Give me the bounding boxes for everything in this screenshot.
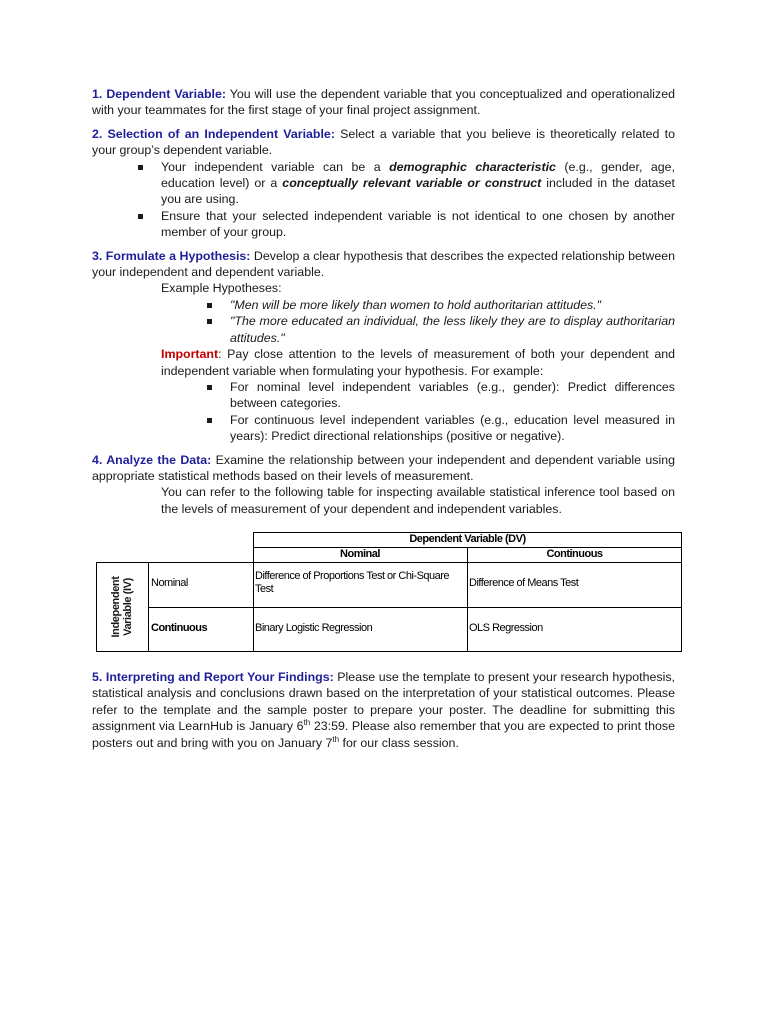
section-heading: 3. Formulate a Hypothesis: [92, 248, 251, 263]
table-border [148, 607, 682, 608]
dv-nominal-header: Nominal [340, 548, 380, 560]
table-border [148, 562, 149, 652]
iv-header-line: Independent [110, 576, 122, 638]
text-run: (e.g., gender, age, education level) or a [161, 159, 675, 191]
level-list [92, 379, 675, 445]
section-heading: 1. Dependent Variable: [92, 87, 226, 101]
dv-continuous-header: Continuous [546, 548, 603, 560]
table-reference-note: You can refer to the following table for inspecting available statistical inference tool based on the levels of measurement of your dependent and independent variables. [161, 485, 675, 516]
example-text: "Men will be more likely than women to hold authoritarian attitudes." [230, 297, 602, 312]
cell-continuous-nominal: Binary Logistic Regression [255, 622, 373, 634]
important-note [161, 346, 675, 379]
list-item [230, 297, 675, 313]
section-heading: 2. Selection of an Independent Variable: [92, 126, 335, 141]
text-run: Your independent variable can be a [161, 159, 390, 174]
superscript: th [332, 734, 340, 744]
section-text: Develop a clear hypothesis that describes the expected relationship between your independent and dependent variable. [92, 248, 676, 280]
table-border [467, 547, 468, 652]
iv-continuous-label: Continuous [151, 622, 208, 634]
text-run: included in the dataset you are using. [161, 176, 675, 207]
cell-nominal-continuous: Difference of Means Test [469, 577, 579, 589]
section-hypothesis [92, 248, 675, 281]
examples-label: Example Hypotheses: [161, 281, 282, 296]
section-analyze [92, 452, 675, 485]
example-text: "The more educated an individual, the less likely they are to display authoritarian attitudes." [230, 314, 675, 345]
section-heading: 4. Analyze the Data: [92, 452, 212, 467]
list-item: For continuous level independent variables (e.g., education level measured in years): Predict directional relationships (positive or negative). [230, 412, 675, 444]
section-independent-variable [92, 126, 675, 159]
section-text: You will use the dependent variable that you conceptualized and operationalized with your teammates for the first stage of your final project assignment. [92, 87, 675, 118]
bullet-list [92, 159, 675, 241]
cell-continuous-continuous: OLS Regression [469, 622, 543, 634]
table-border [96, 562, 97, 652]
list-item [161, 159, 675, 208]
document-body-lower [92, 669, 675, 751]
cell-nominal-nominal: Difference of Proportions Test or Chi-Square Test [255, 570, 450, 595]
dv-header: Dependent Variable (DV) [409, 533, 526, 545]
section-text: Select a variable that you believe is theoretically related to your group’s dependent variable. [92, 126, 675, 158]
iv-header-line: Variable (IV) [122, 578, 134, 636]
section-report-findings [92, 669, 675, 751]
iv-header [110, 562, 134, 652]
example-list [92, 297, 675, 346]
section-text: Please use the template to present your research hypothesis, statistical analysis and conclusions drawn based on the interpretation of your statistical outcomes. Please refer to the template and the sample poster to prepare your poster. The deadline for submitting this assignment via LearnHub is January 6 [92, 670, 675, 734]
section-dependent-variable [92, 86, 675, 119]
list-item: Ensure that your selected independent variable is not identical to one chosen by another member of your group. [161, 208, 675, 240]
emphasis-text: conceptually relevant variable or construct [282, 176, 542, 191]
statistical-tests-table [96, 532, 682, 652]
section-heading: 5. Interpreting and Report Your Findings: [92, 670, 334, 684]
list-item: For nominal level independent variables (e.g., gender): Predict differences between categories. [230, 379, 675, 411]
table-border [96, 562, 682, 563]
important-text: : Pay close attention to the levels of measurement of both your dependent and independent variable when formulating your hypothesis. For example: [161, 347, 675, 378]
superscript: th [303, 718, 311, 728]
section-text: 23:59. Please also remember that you are expected to print those posters out and bring with you on January 7 [92, 719, 675, 750]
table-border [96, 651, 682, 652]
section-text: Examine the relationship between your independent and dependent variable using appropriate statistical methods based on their levels of measurement. [92, 452, 675, 483]
section-text: for our class session. [339, 735, 459, 750]
list-item [230, 313, 675, 346]
important-label: Important [161, 347, 219, 362]
iv-nominal-label: Nominal [151, 577, 188, 589]
document-body [92, 86, 675, 517]
emphasis-text: demographic characteristic [389, 159, 556, 174]
